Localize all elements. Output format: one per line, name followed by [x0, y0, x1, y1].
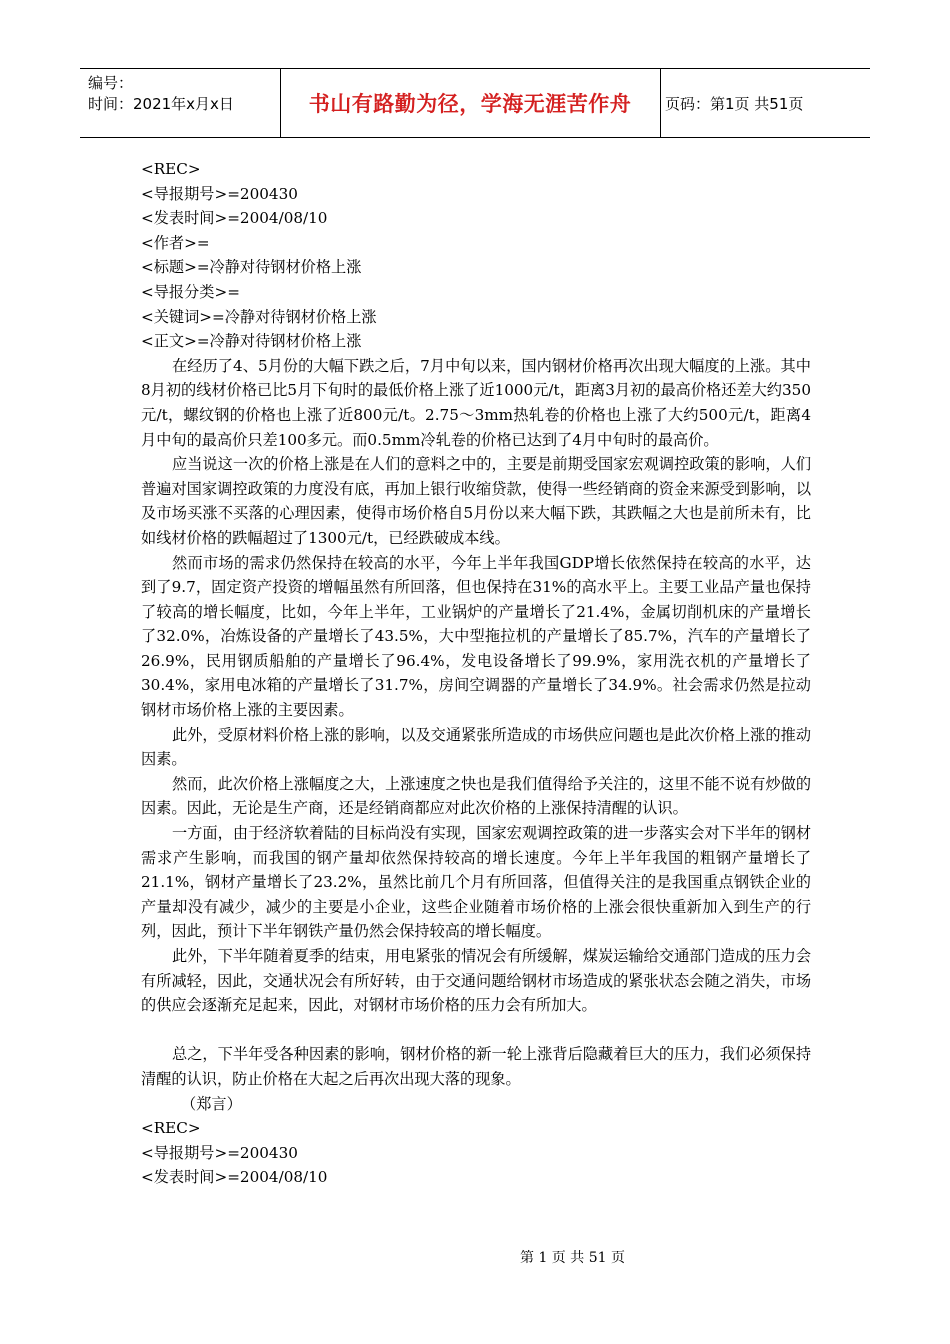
meta-line: <作者>=: [141, 233, 210, 252]
number-label: 编号：: [88, 74, 134, 92]
header-info: [88, 73, 234, 115]
meta-line: <关键词>=冷静对待钢材价格上涨: [141, 307, 377, 326]
body-paragraph: 应当说这一次的价格上涨是在人们的意料之中的，主要是前期受国家宏观调控政策的影响，人们普遍对国家调控政策的力度没有底，再加上银行收缩贷款，使得一些经销商的资金来源受到影响，以及市场买涨不买落的心理因素，使得市场价格自5月份以来大幅下跌，其跌幅之大也是前所未有，比如线材价格的跌幅超过了1300元/t，已经跌破成本线。: [141, 455, 811, 547]
body-paragraph: 然而市场的需求仍然保持在较高的水平，今年上半年我国GDP增长依然保持在较高的水平，达到了9.7，固定资产投资的增幅虽然有所回落，但也保持在31%的高水平上。主要工业品产量也保持了较高的增长幅度，比如，今年上半年，工业锅炉的产量增长了21.4%，金属切削机床的产量增长了32.0%，冶炼设备的产量增长了43.5%，大中型拖拉机的产量增长了85.7%，汽车的产量增长了26.9%，民用钢质船舶的产量增长了96.4%，发电设备增长了99.9%，家用洗衣机的产量增长了30.4%，家用电冰箱的产量增长了31.7%，房间空调器的产量增长了34.9%。社会需求仍然是拉动钢材市场价格上涨的主要因素。: [141, 553, 811, 720]
meta-line: <标题>=冷静对待钢材价格上涨: [141, 258, 362, 277]
meta-line: <导报期号>=200430: [141, 1143, 298, 1162]
author-signature: （郑言）: [181, 1094, 242, 1113]
document-body: [141, 157, 811, 1190]
body-paragraph: 在经历了4、5月份的大幅下跌之后，7月中旬以来，国内钢材价格再次出现大幅度的上涨。其中8月初的线材价格已比5月下旬时的最低价格上涨了近1000元/t，距离3月初的最高价格还差大约350元/t，螺纹钢的价格也上涨了近800元/t。2.75～3mm热轧卷的价格也上涨了大约500元/t，距离4月中旬的最高价只差100多元。而0.5mm冷轧卷的价格已达到了4月中旬时的最高价。: [141, 356, 811, 449]
meta-line: <REC>: [141, 1119, 201, 1138]
body-paragraph: 此外，受原材料价格上涨的影响，以及交通紧张所造成的市场供应问题也是此次价格上涨的推动因素。: [141, 725, 811, 769]
header-motto-cell: [280, 69, 660, 137]
meta-line: <正文>=冷静对待钢材价格上涨: [141, 332, 362, 351]
header-page-label: 页码：第1页 共51页: [665, 94, 804, 113]
meta-line: <导报分类>=: [141, 282, 240, 301]
page-footer: 第 1 页 共 51 页: [520, 1250, 625, 1266]
body-paragraph: 一方面，由于经济软着陆的目标尚没有实现，国家宏观调控政策的进一步落实会对下半年的钢材需求产生影响，而我国的钢产量却依然保持较高的增长速度。今年上半年我国的粗钢产量增长了21.1%，钢材产量增长了23.2%，虽然比前几个月有所回落，但值得关注的是我国重点钢铁企业的产量却没有减少，减少的主要是小企业，这些企业随着市场价格的上涨会很快重新加入到生产的行列，因此，预计下半年钢铁产量仍然会保持较高的增长幅度。: [141, 824, 811, 941]
body-paragraph: 总之，下半年受各种因素的影响，钢材价格的新一轮上涨背后隐藏着巨大的压力，我们必须保持清醒的认识，防止价格在大起之后再次出现大落的现象。: [141, 1045, 811, 1088]
body-paragraph: 此外，下半年随着夏季的结束，用电紧张的情况会有所缓解，煤炭运输给交通部门造成的压力会有所减轻，因此，交通状况会有所好转，由于交通问题给钢材市场造成的紧张状态会随之消失，市场的供应会逐渐充足起来，因此，对钢材市场价格的压力会有所加大。: [141, 947, 811, 1015]
page-header: [80, 68, 870, 138]
header-divider: [660, 69, 661, 137]
time-label: 时间：2021年x月x日: [88, 95, 234, 113]
paragraph-gap: [141, 1018, 811, 1043]
header-motto: 书山有路勤为径，学海无涯苦作舟: [308, 92, 632, 116]
meta-line: <导报期号>=200430: [141, 184, 298, 203]
meta-line: <发表时间>=2004/08/10: [141, 1168, 328, 1187]
meta-line: <发表时间>=2004/08/10: [141, 209, 328, 228]
body-paragraph: 然而，此次价格上涨幅度之大，上涨速度之快也是我们值得给予关注的，这里不能不说有炒做的因素。因此，无论是生产商，还是经销商都应对此次价格的上涨保持清醒的认识。: [141, 774, 811, 818]
meta-line: <REC>: [141, 160, 201, 178]
